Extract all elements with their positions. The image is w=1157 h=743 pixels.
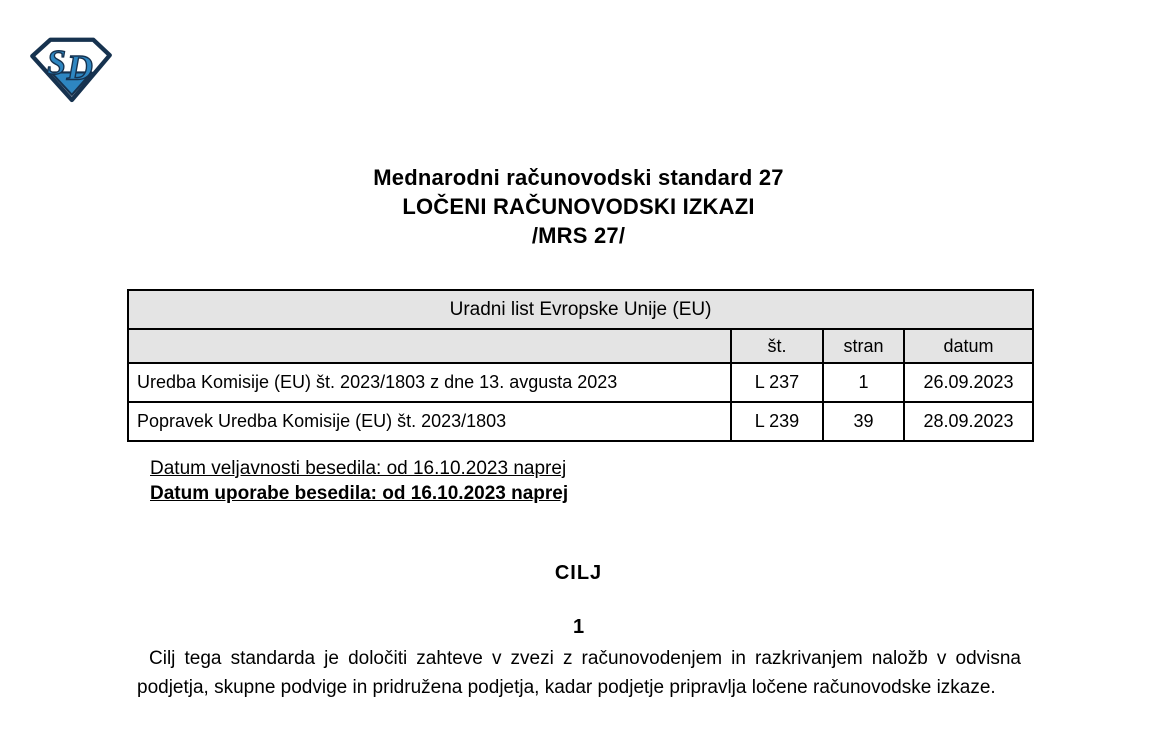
row-datum: 26.09.2023 (904, 363, 1033, 402)
sd-diamond-logo-icon (28, 34, 114, 104)
row-stran: 39 (823, 402, 904, 441)
row-st: L 239 (731, 402, 823, 441)
header-stran: stran (823, 329, 904, 363)
official-journal-table (127, 289, 1034, 442)
header-datum: datum (904, 329, 1033, 363)
header-st: št. (731, 329, 823, 363)
table-header-row (128, 329, 1033, 363)
table-caption: Uradni list Evropske Unije (EU) (128, 290, 1033, 329)
header-empty (128, 329, 731, 363)
row-stran: 1 (823, 363, 904, 402)
svg-text:D: D (66, 47, 93, 88)
validity-date-line: Datum veljavnosti besedila: od 16.10.2023 naprej (150, 458, 567, 479)
section-heading: CILJ (554, 562, 603, 584)
title-line-3: /MRS 27/ (531, 223, 626, 248)
row-st: L 237 (731, 363, 823, 402)
title-line-2: LOČENI RAČUNOVODSKI IZKAZI (402, 194, 755, 219)
row-label: Uredba Komisije (EU) št. 2023/1803 z dne 13. avgusta 2023 (128, 363, 731, 402)
title-line-1: Mednarodni računovodski standard 27 (373, 165, 784, 190)
row-datum: 28.09.2023 (904, 402, 1033, 441)
svg-text:S: S (46, 44, 67, 83)
section-paragraph: Cilj tega standarda je določiti zahteve v zvezi z računovodenjem in razkrivanjem naložb v odvisna podjetja, skupne podvige in pridružena podjetja, kadar podjetje pripravlja ločene računovodske izkaze. (137, 648, 1021, 698)
table-caption-row (128, 290, 1033, 329)
section-number: 1 (572, 616, 585, 638)
table-row (128, 363, 1033, 402)
application-date-line: Datum uporabe besedila: od 16.10.2023 naprej (150, 483, 569, 504)
document-title (0, 163, 1157, 250)
row-label: Popravek Uredba Komisije (EU) št. 2023/1803 (128, 402, 731, 441)
validity-dates (150, 456, 568, 506)
table-row (128, 402, 1033, 441)
